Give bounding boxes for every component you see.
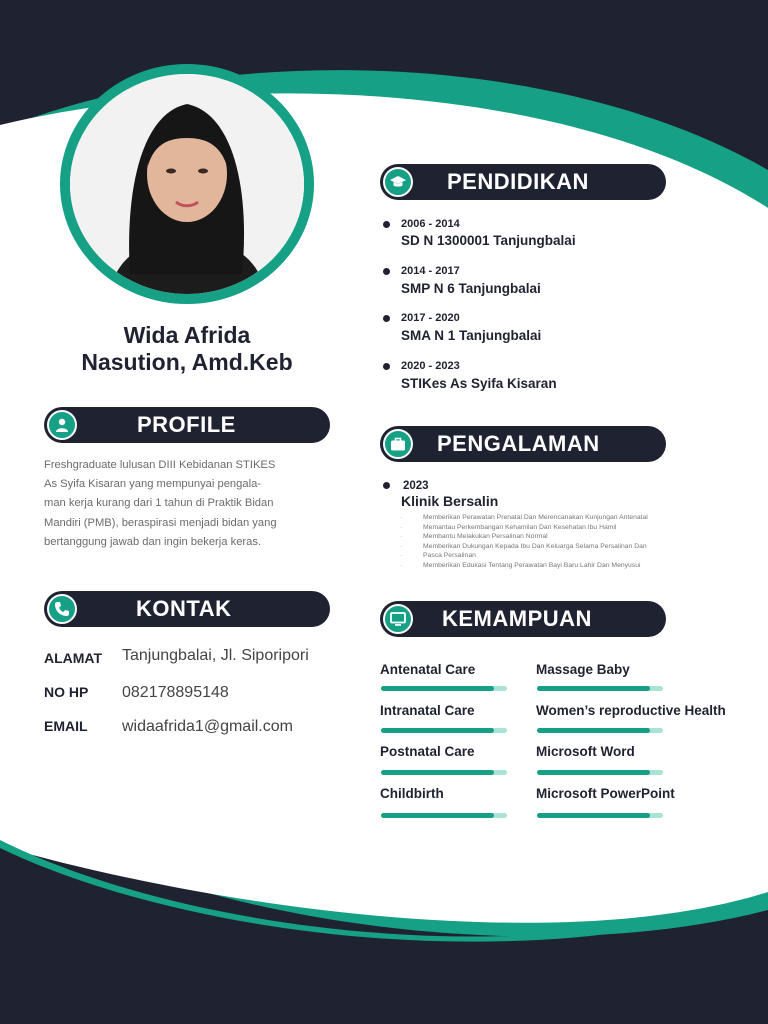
profile-line: bertanggung jawab dan ingin bekerja keras. [44,535,262,548]
skill-bar-fill [537,728,650,733]
skill-bar [537,813,663,818]
edu-school: SMP N 6 Tanjungbalai [401,281,541,296]
profile-line: As Syifa Kisaran yang mempunyai pengala- [44,478,262,491]
skill-bar [381,770,507,775]
skill-bar-fill [381,813,494,818]
exp-duties [398,513,718,570]
kemampuan-title: KEMAMPUAN [442,606,592,631]
phone-icon [47,594,77,624]
exp-year: 2023 [403,480,429,492]
exp-duty-item: · Memantau Perkembangan Kehamilan Dan Kesehatan Ibu Hamil [398,523,718,533]
profile-heading [44,407,330,443]
user-icon [47,410,77,440]
edu-years: 2006 - 2014 [401,218,460,230]
edu-school: STIKes As Syifa Kisaran [401,376,557,391]
edu-years: 2020 - 2023 [401,360,460,372]
skill-bar [381,686,507,691]
kontak-title: KONTAK [136,596,232,621]
skill-name: Antenatal Care [380,662,476,677]
kemampuan-heading [380,601,666,637]
pendidikan-heading [380,164,666,200]
contact-label-email: EMAIL [44,718,88,734]
edu-school: SD N 1300001 Tanjungbalai [401,233,576,248]
skill-bar [381,813,507,818]
skill-name: Intranatal Care [380,703,475,718]
monitor-icon [383,604,413,634]
contact-value-email[interactable]: widaafrida1@gmail.com [122,718,293,735]
profile-title: PROFILE [137,412,236,437]
skill-bar-fill [537,686,650,691]
exp-duty-item: · Memberikan Edukasi Tentang Perawatan Bayi Baru Lahir Dan Menyusui [398,561,718,571]
graduation-cap-icon [383,167,413,197]
profile-line: Freshgraduate lulusan DIII Kebidanan STIKES [44,459,276,471]
exp-duty-item: · Pasca Persalinan [398,551,718,561]
skill-name: Massage Baby [536,662,630,677]
skill-bar-fill [381,686,494,691]
name-line-1: Wida Afrida [123,322,251,348]
briefcase-icon [383,429,413,459]
skill-bar [537,728,663,733]
skill-bar [537,686,663,691]
exp-place: Klinik Bersalin [401,493,499,509]
skill-name: Women’s reproductive Health [536,703,726,718]
profile-line: man kerja kurang dari 1 tahun di Praktik Bidan [44,497,274,510]
skill-name: Microsoft PowerPoint [536,786,675,801]
edu-school: SMA N 1 Tanjungbalai [401,328,542,343]
exp-duty-item: · Membantu Melakukan Persalinan Normal [398,532,718,542]
skill-bar-fill [381,770,494,775]
contact-value-alamat: Tanjungbalai, Jl. Siporipori [122,647,309,664]
skill-bar-fill [381,728,494,733]
skill-name: Postnatal Care [380,744,475,759]
pengalaman-title: PENGALAMAN [437,431,600,456]
full-name [40,322,334,376]
edu-bullet [383,268,390,275]
profile-line: Mandiri (PMB), beraspirasi menjadi bidan yang [44,516,277,529]
profile-photo [70,74,304,294]
edu-years: 2014 - 2017 [401,265,460,277]
edu-bullet [383,221,390,228]
skill-bar [381,728,507,733]
skill-bar-fill [537,813,650,818]
pengalaman-heading [380,426,666,462]
skill-bar [537,770,663,775]
skill-bar-fill [537,770,650,775]
contact-label-nohp: NO HP [44,684,89,700]
exp-bullet [383,482,390,489]
pendidikan-title: PENDIDIKAN [447,169,589,194]
kontak-heading [44,591,330,627]
contact-value-nohp: 082178895148 [122,684,229,701]
edu-years: 2017 - 2020 [401,312,460,324]
name-line-2: Nasution, Amd.Keb [81,349,293,375]
exp-duty-item: · Memberikan Perawatan Prenatal Dan Merencanakan Kunjungan Antenatal [398,513,718,523]
edu-bullet [383,315,390,322]
contact-label-alamat: ALAMAT [44,650,103,666]
portrait-illustration [70,74,304,294]
exp-duty-item: · Memberikan Dukungan Kepada Ibu Dan Keluarga Selama Persalinan Dan [398,542,718,552]
edu-bullet [383,363,390,370]
profile-summary [44,456,328,552]
skill-name: Childbirth [380,786,444,801]
skill-name: Microsoft Word [536,744,635,759]
